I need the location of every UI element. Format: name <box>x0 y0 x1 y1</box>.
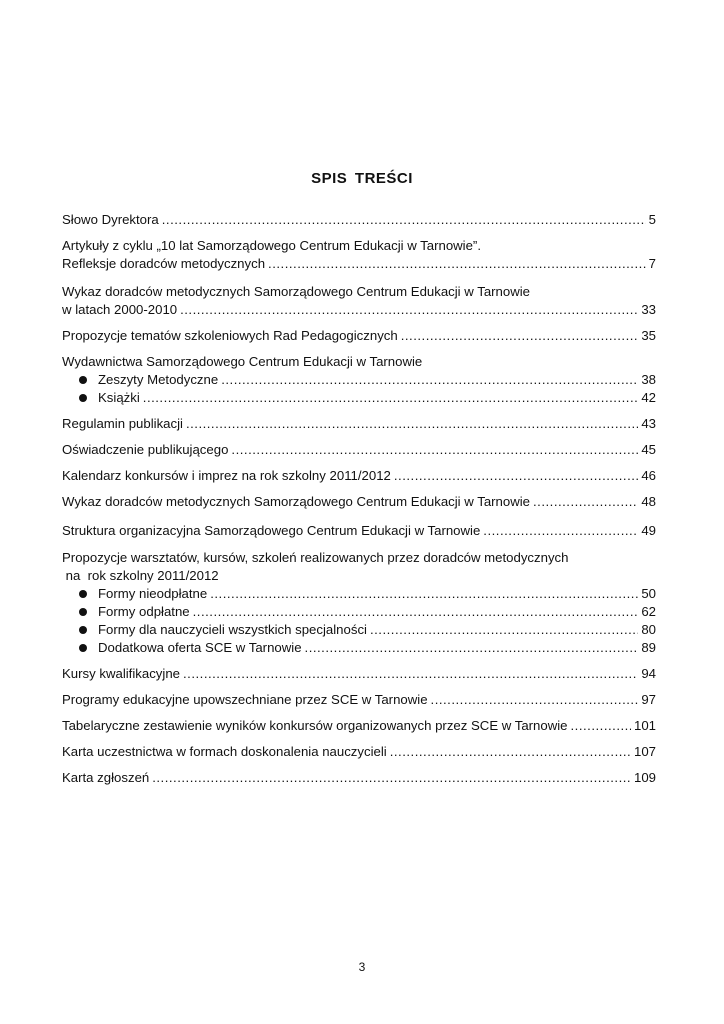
toc-entry-line <box>62 441 656 459</box>
toc-entry-line <box>62 769 656 787</box>
dot-leader <box>533 493 638 511</box>
dot-leader <box>394 467 638 485</box>
toc-entry-line <box>62 717 656 735</box>
dot-leader <box>180 301 638 319</box>
toc-page-number: 80 <box>641 622 656 637</box>
toc-subentry-label: Formy dla nauczycieli wszystkich specjalności <box>98 622 367 637</box>
toc-subentry <box>62 371 656 389</box>
dot-leader <box>221 371 638 389</box>
toc-entry-label: Karta zgłoszeń <box>62 770 150 785</box>
dot-leader <box>431 691 639 709</box>
toc-page-number: 50 <box>641 586 656 601</box>
dot-leader <box>186 415 638 433</box>
toc-entry <box>62 467 656 485</box>
toc-entry-text: Artykuły z cyklu „10 lat Samorządowego Centrum Edukacji w Tarnowie”. <box>62 238 481 253</box>
dot-leader <box>193 603 639 621</box>
bullet-icon <box>79 394 87 402</box>
toc-page-number: 49 <box>641 523 656 538</box>
toc-page-number: 5 <box>648 212 656 227</box>
bullet-icon <box>79 376 87 384</box>
table-of-contents <box>62 211 656 787</box>
toc-entry-line <box>62 493 656 511</box>
toc-entry-line <box>62 211 656 229</box>
toc-entry-line <box>62 665 656 683</box>
toc-entry-label: Słowo Dyrektora <box>62 212 159 227</box>
dot-leader <box>401 327 639 345</box>
toc-entry <box>62 665 656 683</box>
toc-page-number: 35 <box>641 328 656 343</box>
dot-leader <box>571 717 631 735</box>
toc-entry-line <box>62 522 656 540</box>
toc-subentry <box>62 639 656 657</box>
toc-subentry-label: Zeszyty Metodyczne <box>98 372 219 387</box>
dot-leader <box>210 585 638 603</box>
toc-page-number: 33 <box>641 302 656 317</box>
toc-page-number: 42 <box>641 390 656 405</box>
toc-entry <box>62 493 656 511</box>
toc-page-number: 107 <box>633 744 656 759</box>
toc-entry-text: Wykaz doradców metodycznych Samorządowego Centrum Edukacji w Tarnowie <box>62 284 530 299</box>
bullet-icon <box>79 626 87 634</box>
toc-page-number: 62 <box>641 604 656 619</box>
toc-entry-line <box>62 691 656 709</box>
bullet-icon <box>79 644 87 652</box>
toc-entry <box>62 522 656 540</box>
toc-entry <box>62 283 656 319</box>
dot-leader <box>143 389 639 407</box>
toc-entry <box>62 353 656 407</box>
toc-entry <box>62 743 656 761</box>
toc-entry-label: Kursy kwalifikacyjne <box>62 666 180 681</box>
toc-entry-label: Tabelaryczne zestawienie wyników konkursów organizowanych przez SCE w Tarnowie <box>62 718 568 733</box>
toc-page-number: 46 <box>641 468 656 483</box>
toc-subentry <box>62 603 656 621</box>
toc-entry-label: Oświadczenie publikującego <box>62 442 229 457</box>
toc-entry <box>62 717 656 735</box>
toc-page-number: 94 <box>641 666 656 681</box>
toc-entry <box>62 769 656 787</box>
dot-leader <box>370 621 638 639</box>
page-number: 3 <box>358 960 366 974</box>
dot-leader <box>183 665 638 683</box>
toc-page-number: 97 <box>641 692 656 707</box>
toc-section-heading: Propozycje warsztatów, kursów, szkoleń realizowanych przez doradców metodycznych <box>62 550 569 565</box>
toc-entry <box>62 549 656 657</box>
dot-leader <box>483 522 638 540</box>
dot-leader <box>152 769 631 787</box>
bullet-icon <box>79 608 87 616</box>
dot-leader <box>162 211 646 229</box>
toc-page-number: 7 <box>648 256 656 271</box>
toc-page-number: 48 <box>641 494 656 509</box>
toc-section-heading: Wydawnictwa Samorządowego Centrum Edukacji w Tarnowie <box>62 354 423 369</box>
toc-entry <box>62 327 656 345</box>
toc-subentry <box>62 389 656 407</box>
dot-leader <box>390 743 631 761</box>
toc-entry-label: Refleksje doradców metodycznych <box>62 256 266 271</box>
toc-subentry <box>62 585 656 603</box>
toc-entry <box>62 237 656 273</box>
toc-entry-label: Regulamin publikacji <box>62 416 183 431</box>
dot-leader <box>268 255 646 273</box>
toc-subentry-label: Dodatkowa oferta SCE w Tarnowie <box>98 640 302 655</box>
toc-entry-line <box>62 415 656 433</box>
toc-entry-line <box>62 327 656 345</box>
toc-entry-line <box>62 743 656 761</box>
toc-subentry-label: Formy nieodpłatne <box>98 586 208 601</box>
toc-entry <box>62 691 656 709</box>
toc-entry-label: Wykaz doradców metodycznych Samorządowego Centrum Edukacji w Tarnowie <box>62 494 530 509</box>
toc-entry <box>62 415 656 433</box>
bullet-icon <box>79 590 87 598</box>
toc-entry-line <box>62 467 656 485</box>
toc-entry <box>62 441 656 459</box>
toc-page-number: 38 <box>641 372 656 387</box>
dot-leader <box>231 441 638 459</box>
toc-subentry-label: Książki <box>98 390 140 405</box>
toc-entry-label: Kalendarz konkursów i imprez na rok szkolny 2011/2012 <box>62 468 391 483</box>
toc-entry-line <box>62 255 656 273</box>
dot-leader <box>305 639 639 657</box>
toc-entry-label: Programy edukacyjne upowszechniane przez SCE w Tarnowie <box>62 692 428 707</box>
toc-page-number: 45 <box>641 442 656 457</box>
toc-section-heading-continued: na rok szkolny 2011/2012 <box>62 568 219 583</box>
toc-page-number: 101 <box>633 718 656 733</box>
toc-page-number: 109 <box>633 770 656 785</box>
toc-entry-line <box>62 301 656 319</box>
toc-entry-label: w latach 2000-2010 <box>62 302 178 317</box>
toc-entry-label: Propozycje tematów szkoleniowych Rad Pedagogicznych <box>62 328 398 343</box>
page-title: SPIS TREŚCI <box>311 170 413 187</box>
toc-entry-label: Karta uczestnictwa w formach doskonalenia nauczycieli <box>62 744 387 759</box>
toc-subentry-label: Formy odpłatne <box>98 604 190 619</box>
toc-subentry <box>62 621 656 639</box>
toc-entry-label: Struktura organizacyjna Samorządowego Centrum Edukacji w Tarnowie <box>62 523 481 538</box>
toc-page-number: 43 <box>641 416 656 431</box>
toc-entry <box>62 211 656 229</box>
toc-page-number: 89 <box>641 640 656 655</box>
